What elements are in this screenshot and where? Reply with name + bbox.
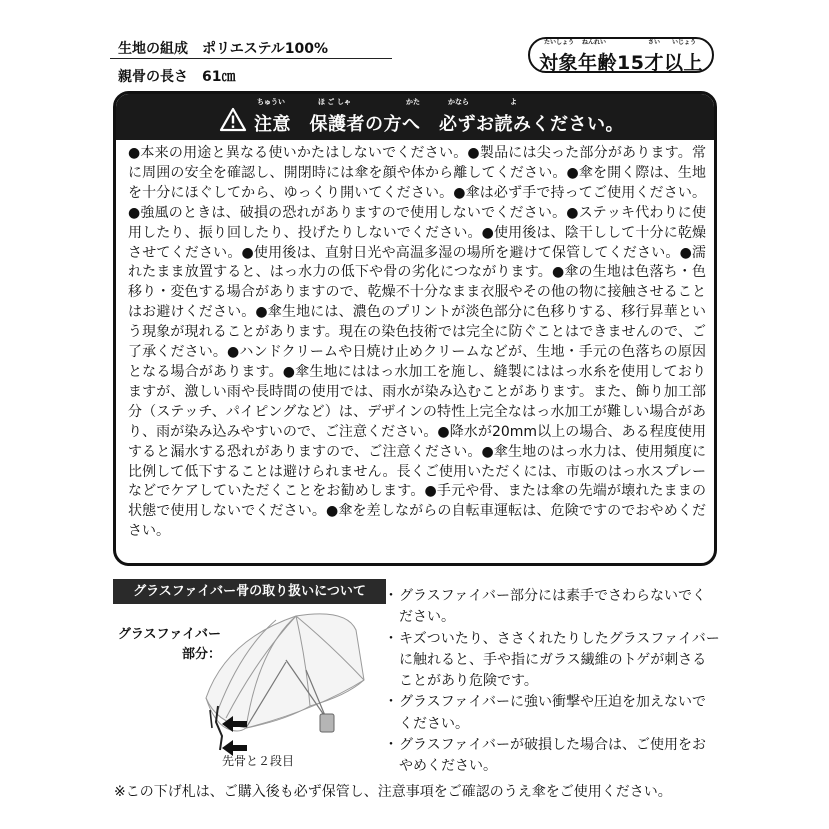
warning-ruby-2: ほ ご しゃ bbox=[318, 98, 351, 106]
glassfiber-part-line2: 部分： bbox=[181, 647, 221, 662]
umbrella-illustration bbox=[186, 610, 366, 760]
spec-divider bbox=[110, 58, 392, 59]
age-ruby-2: ねんれい bbox=[582, 39, 607, 46]
glassfiber-bullet-list bbox=[390, 586, 720, 778]
warning-ruby-3: かた bbox=[406, 98, 420, 106]
warning-title: 注意 保護者の方へ 必ずお読みください。 bbox=[254, 114, 624, 135]
warning-triangle-icon bbox=[219, 107, 247, 132]
age-ruby-1: たいしょう bbox=[544, 39, 575, 46]
length-spec bbox=[118, 66, 235, 86]
glassfiber-bullet: ・ グラスファイバーに強い衝撃や圧迫を加えないでください。 bbox=[390, 692, 720, 735]
warning-box bbox=[113, 91, 717, 566]
warning-body: ●本来の用途と異なる使いかたはしないでください。●製品には尖った部分があります。常に周囲の安全を確認し、開閉時には傘を顔や体から離してください。●傘を開く際は、生地を十分にほぐしてから、ゆっくり開いてください。●傘は必ず手で持ってご使用ください。●強風のときは、破損の恐れがありますので使用しないでください。●ステッキ代わりに使用したり、振り回したり、投げたりしないでください。●使用後は、陰干しして十分に乾燥させてください。●使用後は、直射日光や高温多湿の場所を避けて保管してください。●濡れたまま放置すると、はっ水力の低下や骨の劣化につながります。●傘の生地は色落ち・色移り・変色する場合がありますので、乾燥不十分なまま衣服やその他の物に接触させることはお避けください。●傘生地には、濃色のプリントが淡色部分に色移りする、移行昇華という現象が現れることがあります。現在の染色技術では完全に防ぐことはできませんので、ご了承ください。●ハンドクリームや日焼け止めクリームなどが、生地・手元の色落ちの原因となる場合があります。●傘生地にははっ水加工を施し、縫製にははっ水糸を使用しておりますが、激しい雨や長時間の使用では、雨水が染み込むことがあります。また、飾り加工部分（ステッチ、パイピングなど）は、デザインの特性上完全なはっ水加工が難しい場合があり、雨が染み込みやすいので、ご注意ください。●降水が20mm以上の場合、ある程度使用すると漏水する恐れがありますので、ご注意ください。●傘生地のはっ水力は、使用頻度に比例して低下することは避けられません。長くご使用いただくには、市販のはっ水スプレーなどでケアしていただくことをお勧めします。●手元や骨、または傘の先端が壊れたままの状態で使用しないでください。●傘を差しながらの自転車運転は、危険ですのでおやめください。 bbox=[128, 145, 706, 540]
material-value: ポリエステル100% bbox=[202, 41, 328, 57]
umbrella-caption: 先骨と２段目 bbox=[222, 754, 295, 768]
warning-ruby-4: かなら bbox=[448, 98, 469, 106]
glassfiber-bullet: ・ グラスファイバーが破損した場合は、ご使用をおやめください。 bbox=[390, 735, 720, 778]
length-label: 親骨の長さ bbox=[118, 69, 188, 85]
glassfiber-part-line1: グラスファイバー bbox=[117, 627, 221, 642]
length-value: 61㎝ bbox=[202, 69, 236, 85]
glassfiber-heading: グラスファイバー骨の取り扱いについて bbox=[113, 579, 386, 604]
glassfiber-bullet: ・ グラスファイバー部分には素手でさわらないでください。 bbox=[390, 586, 720, 629]
glassfiber-bullet: ・ キズついたり、ささくれたりしたグラスファイバーに触れると、手や指にガラス繊維のトゲが刺さることがあり危険です。 bbox=[390, 629, 720, 693]
arrow-left-icon bbox=[222, 715, 248, 733]
material-label: 生地の組成 bbox=[118, 41, 188, 57]
warning-ruby-5: よ bbox=[510, 98, 517, 106]
footer-note: ※この下げ札は、ご購入後も必ず保管し、注意事項をご確認のうえ傘をご使用ください。 bbox=[114, 784, 672, 800]
age-ruby-4: いじょう bbox=[672, 39, 697, 46]
age-badge bbox=[528, 37, 714, 73]
material-spec bbox=[118, 38, 328, 58]
warning-ruby-1: ちゅうい bbox=[257, 98, 285, 106]
warning-header bbox=[116, 94, 714, 140]
age-text: 対象年齢15才以上 bbox=[539, 52, 703, 74]
age-ruby-3: さい bbox=[648, 39, 661, 46]
